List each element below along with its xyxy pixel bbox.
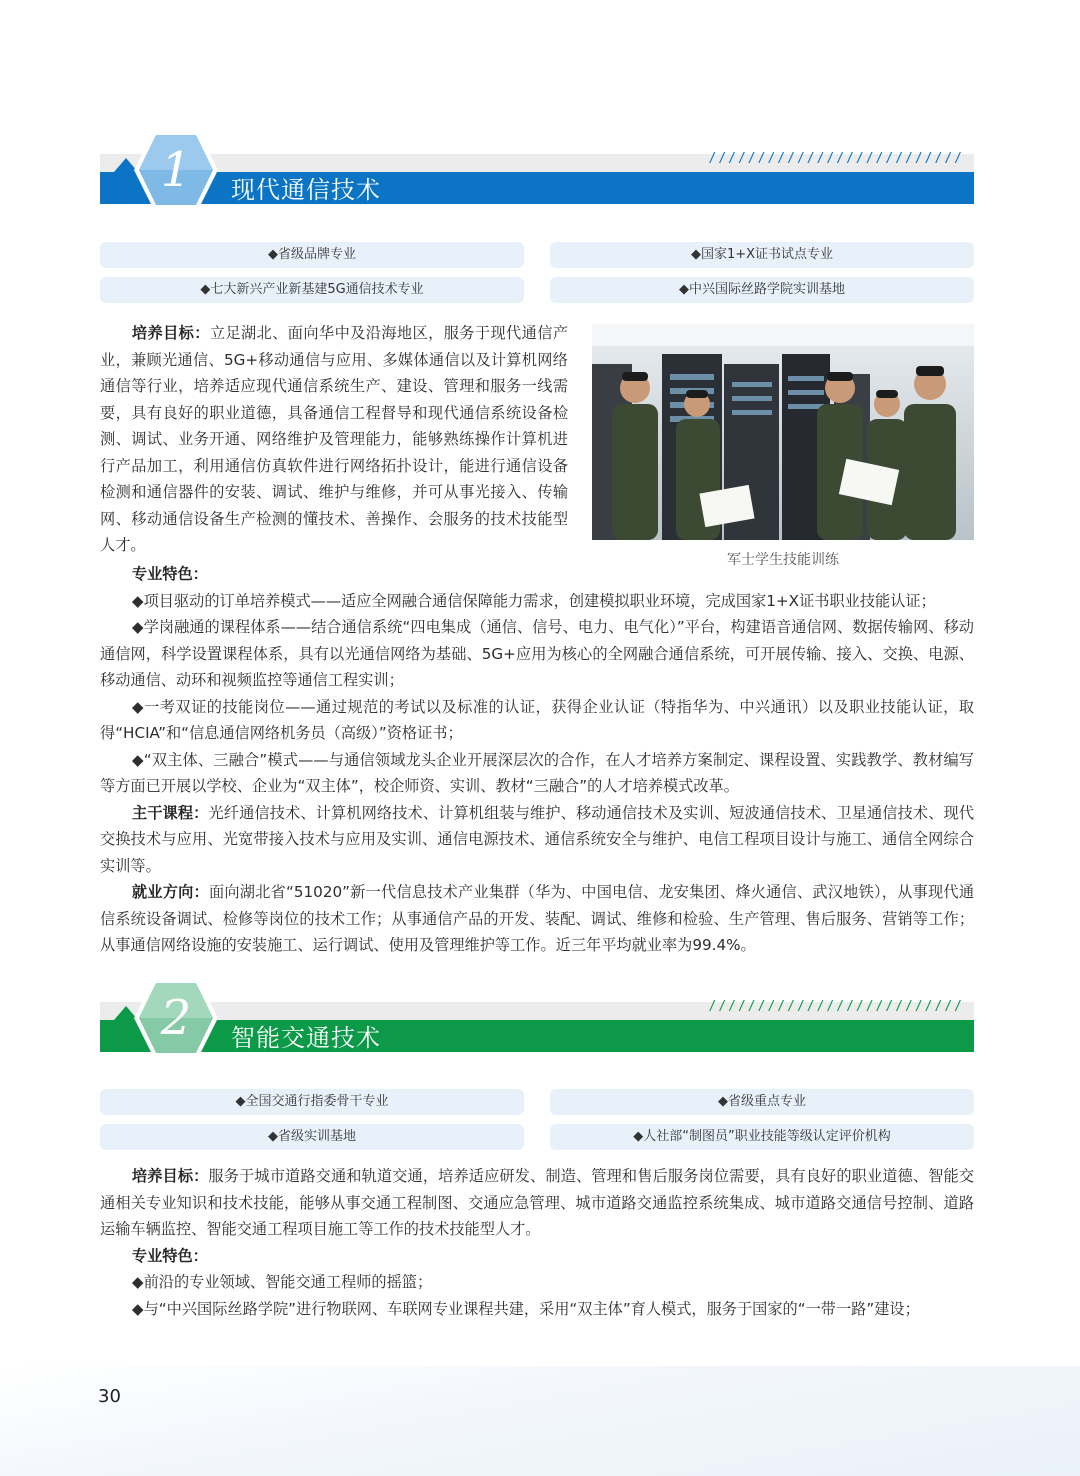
page-number: 30 — [98, 1386, 121, 1407]
jobs-text: 面向湖北省“51020”新一代信息技术产业集群（华为、中国电信、龙安集团、烽火通信、武汉地铁），从事现代通信系统设备调试、检修等岗位的技术工作；从事通信产品的开发、装配、调试、维修和检验、生产管理、售后服务、营销等工作；从事通信网络设施的安装施工、运行调试、使用及管理维护等工作。近三年平均就业率为99.4%。 — [100, 883, 975, 954]
courses-label: 主干课程： — [131, 803, 209, 822]
section-1-goal — [100, 320, 568, 559]
feature-item: ◆前沿的专业领域、智能交通工程师的摇篮； — [131, 1273, 433, 1291]
jobs-label: 就业方向： — [131, 883, 209, 901]
training-photo — [592, 324, 974, 540]
feature-item: ◆项目驱动的订单培养模式——适应全网融合通信保障能力需求，创建模拟职业环境，完成国家1+X证书职业技能认证； — [131, 591, 936, 610]
header-slash-decoration: ////////////////////////// — [708, 151, 964, 166]
features-label: 专业特色： — [131, 565, 208, 583]
features-label: 专业特色： — [131, 1246, 208, 1265]
feature-item: ◆学岗融通的课程体系——结合通信系统“四电集成（通信、信号、电力、电气化）”平台，构建语音通信网、数据传输网、移动通信网，科学设置课程体系，具有以光通信网络为基础、5G+应用为核心的全网融合通信系统，可开展传输、接入、交换、电源、移动通信、动环和视频监控等通信工程实训； — [100, 618, 974, 689]
goal-label: 培养目标： — [131, 324, 210, 342]
badge-5g-major: ◆七大新兴产业新基建5G通信技术专业 — [100, 277, 524, 303]
badge-cartographer-cert: ◆人社部“制图员”职业技能等级认定评价机构 — [550, 1124, 974, 1150]
goal-label: 培养目标： — [131, 1167, 209, 1185]
courses-text: 光纤通信技术、计算机网络技术、计算机组装与维护、移动通信技术及实训、短波通信技术、卫星通信技术、现代交换技术与应用、光宽带接入技术与应用及实训、通信电源技术、通信系统安全与维护、电信工程项目设计与施工、通信全网综合实训等。 — [100, 803, 975, 875]
badge-1x-pilot: ◆国家1+X证书试点专业 — [550, 242, 974, 268]
badge-zte-base: ◆中兴国际丝路学院实训基地 — [550, 277, 974, 303]
feature-item: ◆一考双证的技能岗位——通过规范的考试以及标准的认证，获得企业认证（特指华为、中兴通讯）以及职业技能认证，取得“HCIA”和“信息通信网络机务员（高级）”资格证书； — [100, 697, 974, 742]
badge-national-backbone: ◆全国交通行指委骨干专业 — [100, 1089, 524, 1115]
header-slash-decoration: ////////////////////////// — [708, 999, 964, 1014]
goal-text: 立足湖北、面向华中及沿海地区，服务于现代通信产业，兼顾光通信、5G+移动通信与应用、多媒体通信以及计算机网络通信等行业，培养适应现代通信系统生产、建设、管理和服务一线需要，具有良好的职业道德，具备通信工程督导和现代通信系统设备检测、调试、业务开通、网络维护及管理能力，能够熟练操作计算机进行产品加工，利用通信仿真软件进行网络拓扑设计，能进行通信设备检测和通信器件的安装、调试、维护与维修，并可从事光接入、传输网、移动通信设备生产检测的懂技术、善操作、会服务的技术技能型人才。 — [100, 324, 569, 554]
badge-training-base: ◆省级实训基地 — [100, 1124, 524, 1150]
section-number-hexagon — [132, 974, 220, 1062]
badge-provincial-key: ◆省级重点专业 — [550, 1089, 974, 1115]
feature-item: ◆与“中兴国际丝路学院”进行物联网、车联网专业课程共建，采用“双主体”育人模式，服务于国家的“一带一路”建设； — [131, 1299, 920, 1318]
section-title: 现代通信技术 — [231, 176, 381, 204]
section-number-hexagon — [132, 126, 220, 214]
photo-caption: 军士学生技能训练 — [727, 552, 839, 568]
badge-provincial-brand: ◆省级品牌专业 — [100, 242, 524, 268]
goal-text: 服务于城市道路交通和轨道交通，培养适应研发、制造、管理和售后服务岗位需要，具有良好的职业道德、智能交通相关专业知识和技术技能，能够从事交通工程制图、交通应急管理、城市道路交通监控系统集成、城市道路交通信号控制、道路运输车辆监控、智能交通工程项目施工等工作的技术技能型人才。 — [100, 1167, 975, 1238]
feature-item: ◆“双主体、三融合”模式——与通信领域龙头企业开展深层次的合作，在人才培养方案制定、课程设置、实践教学、教材编写等方面已开展以学校、企业为“双主体”，校企师资、实训、教材“三融合”的人才培养模式改革。 — [100, 750, 974, 795]
section-number: 2 — [160, 990, 192, 1046]
page-background-tint — [0, 1366, 1080, 1476]
section-2-body — [100, 1163, 974, 1322]
section-1-body — [100, 561, 974, 959]
section-title: 智能交通技术 — [231, 1024, 381, 1052]
section-number: 1 — [160, 142, 192, 198]
